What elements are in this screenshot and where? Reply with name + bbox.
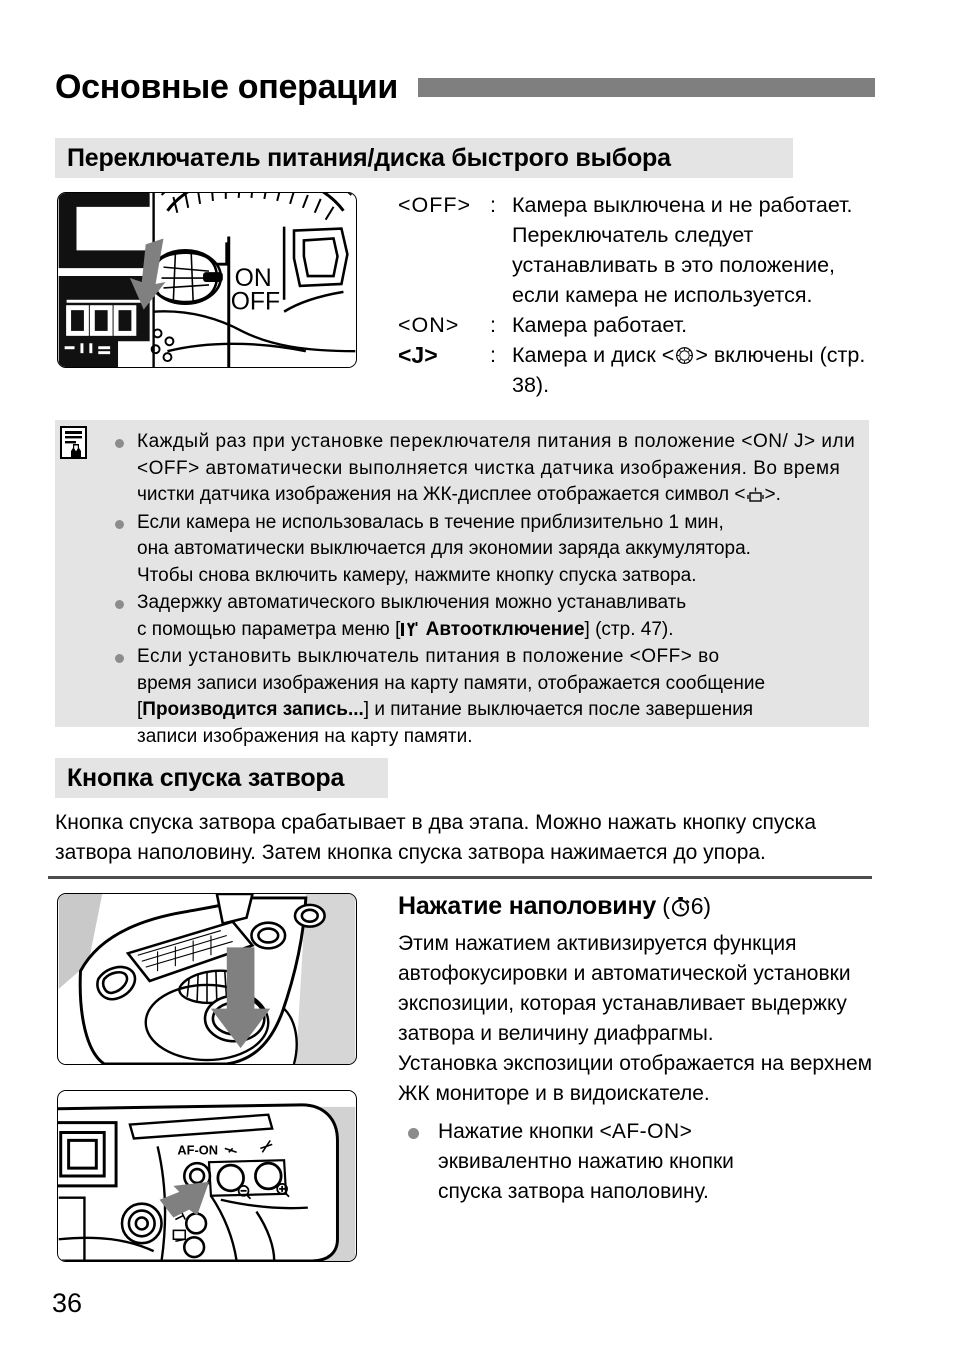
note-line: Если установить выключатель питания в положение <OFF> во <box>137 646 720 667</box>
af-on-line-1-before: Нажатие кнопки < <box>438 1120 612 1143</box>
af-on-line-3: спуска затвора наполовину. <box>438 1180 709 1203</box>
svg-text:OFF: OFF <box>230 288 281 316</box>
section-heading-shutter-button-label: Кнопка спуска затвора <box>67 763 345 792</box>
half-press-paragraph-1: Этим нажатием активизируется функция автофокусировки и автоматической установки экспозиции, которая устанавливает выдержку затвора и величину диафрагмы. <box>398 932 851 1045</box>
bullet-icon <box>115 439 124 448</box>
shutter-intro-paragraph: Кнопка спуска затвора срабатывает в два этапа. Можно нажать кнопку спуска затвора наполовину. Затем кнопка спуска затвора нажимается до упора. <box>55 811 817 864</box>
camera-back-afon-illustration <box>57 1090 357 1262</box>
af-on-button-label: AF-ON <box>611 1120 680 1143</box>
note-line: Если камера не использовалась в течение приблизительно 1 мин, <box>137 511 724 533</box>
sub-heading-half-press-label: Нажатие наполовину <box>398 892 657 920</box>
note-item <box>113 644 859 750</box>
chapter-accent-bar <box>418 78 875 97</box>
page-title: Основные операции <box>55 67 398 106</box>
note-line: Каждый раз при установке переключателя питания в положение <ON/ J> или <box>137 431 856 452</box>
section-heading-shutter-button <box>55 758 388 798</box>
af-on-line-1-after: > <box>679 1120 692 1143</box>
power-switch-illustration <box>57 192 357 368</box>
page-reference: (стр. 47). <box>595 618 674 640</box>
setup-menu-icon <box>400 620 420 637</box>
note-line-with-menu-icon: с помощью параметра меню [ Автоотключение] (стр. 47). <box>137 618 674 640</box>
note-item <box>113 429 859 509</box>
half-press-paragraph-2: Установка экспозиции отображается на верхнем ЖК мониторе и в видоискателе. <box>398 1052 873 1105</box>
svg-text:AF-ON: AF-ON <box>177 1142 218 1158</box>
note-list <box>113 429 859 751</box>
section-heading-power-switch <box>55 138 793 178</box>
power-switch-definition-list <box>398 190 868 400</box>
note-pen-icon <box>60 426 90 460</box>
chapter-header <box>55 62 875 112</box>
af-on-line-1 <box>438 1120 692 1143</box>
note-line: время записи изображения на карту памяти, отображается сообщение <box>137 672 766 694</box>
definition-row-on <box>398 310 868 340</box>
note-line-with-icon: чистки датчика изображения на ЖК-дисплее отображается символ < >. <box>137 484 781 505</box>
section-divider <box>48 876 872 879</box>
note-line: Задержку автоматического выключения можно устанавливать <box>137 592 687 613</box>
shutter-half-press-column <box>398 892 876 1207</box>
svg-text:ON: ON <box>234 264 272 292</box>
page-number: 36 <box>52 1288 83 1318</box>
definition-body-quick-dial <box>512 340 868 400</box>
note-line: Чтобы снова включить камеру, нажмите кнопку спуска затвора. <box>137 564 697 586</box>
definition-term-quick-dial: <J> <box>398 342 438 368</box>
definition-body-quick-dial-before: Камера и диск < <box>512 343 675 367</box>
section-heading-power-switch-label: Переключатель питания/диска быстрого выбора <box>67 143 671 172</box>
metering-timer-icon <box>670 896 691 917</box>
definition-colon: : <box>490 193 496 217</box>
note-line: записи изображения на карту памяти. <box>137 725 473 747</box>
definition-term-off: <OFF> <box>398 193 472 217</box>
camera-top-shutter-illustration <box>57 893 357 1065</box>
bullet-icon <box>115 600 124 609</box>
paren-close: ) <box>703 893 711 919</box>
camera-message-text: Производится запись... <box>142 699 364 720</box>
definition-colon: : <box>490 343 496 367</box>
definition-body-quick-dial-after: > включены (стр. 38). <box>512 343 866 397</box>
bullet-icon <box>115 520 124 529</box>
definition-body-off: Камера выключена и не работает. Переключатель следует устанавливать в это положение, если камера не используется. <box>512 193 853 307</box>
metering-timer-seconds: 6 <box>690 893 704 919</box>
definition-colon: : <box>490 313 496 337</box>
menu-option-name: Автоотключение <box>425 618 585 640</box>
note-line: <OFF> автоматически выполняется чистка датчика изображения. Во время <box>137 457 841 479</box>
paren-open: ( <box>662 893 670 919</box>
definition-body-on: Камера работает. <box>512 313 688 337</box>
sub-heading-half-press <box>398 892 876 921</box>
definition-row-quick-dial <box>398 340 868 400</box>
note-item <box>113 590 859 643</box>
note-line: она автоматически выключается для экономии заряда аккумулятора. <box>137 538 751 559</box>
af-on-bullet-item <box>398 1117 876 1207</box>
quick-control-dial-icon <box>675 343 694 362</box>
definition-row-off <box>398 190 868 310</box>
bullet-icon <box>408 1128 419 1139</box>
definition-term-on: <ON> <box>398 313 460 337</box>
sensor-cleaning-icon <box>746 485 765 501</box>
af-on-line-2: эквивалентно нажатию кнопки <box>438 1150 734 1173</box>
note-box <box>55 420 869 747</box>
note-item <box>113 510 859 590</box>
bullet-icon <box>115 654 124 663</box>
note-line-with-message: [Производится запись...] и питание выключается после завершения <box>137 699 754 720</box>
